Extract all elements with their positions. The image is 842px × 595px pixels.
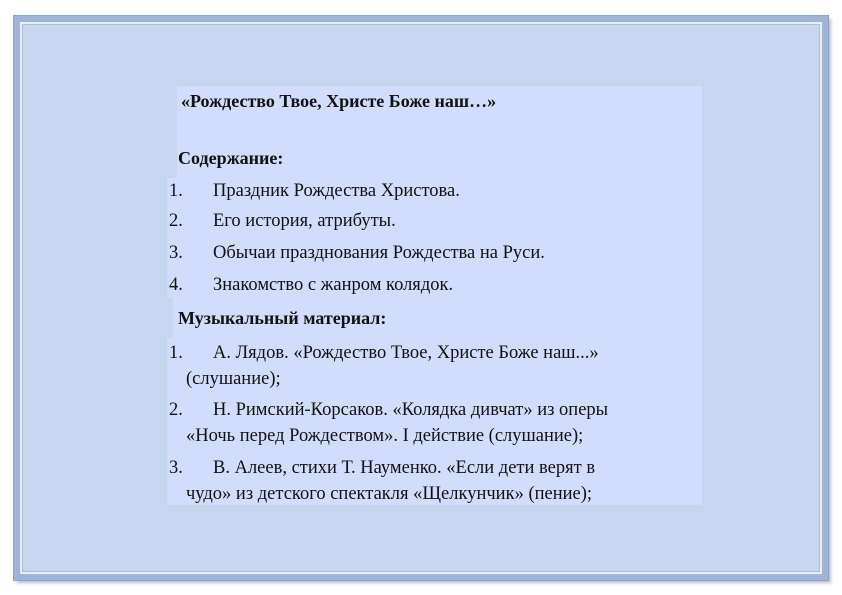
list-item-text: Знакомство с жанром колядок. [213, 275, 454, 295]
slide-title: «Рождество Твое, Христе Боже наш…» [181, 91, 497, 111]
list-number: 4. [169, 275, 183, 295]
list-number: 3. [169, 458, 183, 478]
music-item-line2: (слушание); [186, 369, 281, 389]
content-heading: Содержание: [178, 148, 284, 168]
list-number: 2. [169, 211, 183, 231]
music-item-line1: А. Лядов. «Рождество Твое, Христе Боже наш...» [213, 343, 599, 363]
music-item-line1: В. Алеев, стихи Т. Науменко. «Если дети верят в [213, 458, 596, 478]
music-heading: Музыкальный материал: [178, 308, 387, 328]
list-number: 3. [169, 243, 183, 263]
list-number: 1. [169, 343, 183, 363]
list-item-text: Праздник Рождества Христова. [213, 181, 460, 201]
music-item-line2: чудо» из детского спектакля «Щелкунчик» (пение); [186, 484, 593, 504]
list-number: 1. [169, 181, 183, 201]
music-item-line1: Н. Римский-Корсаков. «Колядка дивчат» из оперы [213, 400, 609, 420]
list-number: 2. [169, 400, 183, 420]
list-item-text: Его история, атрибуты. [213, 211, 396, 231]
music-item-line2: «Ночь перед Рождеством». I действие (слушание); [186, 426, 584, 446]
list-item-text: Обычаи празднования Рождества на Руси. [213, 243, 545, 263]
